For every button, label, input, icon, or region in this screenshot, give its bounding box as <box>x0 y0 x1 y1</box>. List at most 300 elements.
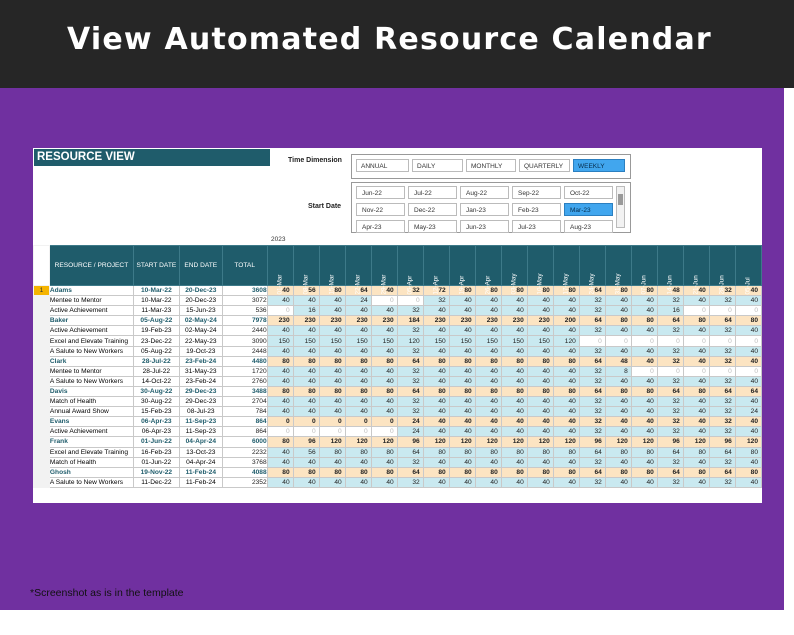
allocation-cell[interactable]: 0 <box>267 417 293 427</box>
allocation-cell[interactable]: 80 <box>449 356 475 366</box>
allocation-cell[interactable]: 64 <box>657 386 683 396</box>
allocation-cell[interactable]: 80 <box>267 467 293 477</box>
allocation-cell[interactable]: 80 <box>319 356 345 366</box>
allocation-cell[interactable]: 40 <box>683 346 709 356</box>
allocation-cell[interactable]: 80 <box>449 286 475 296</box>
allocation-cell[interactable]: 80 <box>553 447 579 457</box>
total-cell[interactable]: 7978 <box>222 316 267 326</box>
allocation-cell[interactable]: 32 <box>579 427 605 437</box>
allocation-cell[interactable]: 80 <box>371 356 397 366</box>
allocation-cell[interactable]: 40 <box>475 397 501 407</box>
allocation-cell[interactable]: 150 <box>423 336 449 346</box>
resource-name-cell[interactable]: Excel and Elevate Training <box>49 336 133 346</box>
allocation-cell[interactable]: 40 <box>267 447 293 457</box>
allocation-cell[interactable]: 80 <box>605 447 631 457</box>
allocation-cell[interactable]: 8 <box>605 366 631 376</box>
allocation-cell[interactable]: 40 <box>423 306 449 316</box>
month-option-feb-23[interactable]: Feb-23 <box>512 203 561 216</box>
allocation-cell[interactable]: 40 <box>553 346 579 356</box>
allocation-cell[interactable]: 80 <box>319 467 345 477</box>
allocation-cell[interactable]: 40 <box>475 417 501 427</box>
resource-name-cell[interactable]: Match of Health <box>49 397 133 407</box>
allocation-cell[interactable]: 40 <box>345 326 371 336</box>
allocation-cell[interactable]: 56 <box>293 447 319 457</box>
allocation-cell[interactable]: 80 <box>631 386 657 396</box>
allocation-cell[interactable]: 64 <box>709 316 735 326</box>
allocation-cell[interactable]: 230 <box>345 316 371 326</box>
allocation-cell[interactable]: 40 <box>267 296 293 306</box>
total-cell[interactable]: 864 <box>222 427 267 437</box>
total-cell[interactable]: 2448 <box>222 346 267 356</box>
time-dim-weekly[interactable]: WEEKLY <box>573 159 625 172</box>
month-option-aug-22[interactable]: Aug-22 <box>460 186 509 199</box>
allocation-cell[interactable]: 40 <box>319 296 345 306</box>
allocation-cell[interactable]: 40 <box>683 407 709 417</box>
allocation-cell[interactable]: 32 <box>709 286 735 296</box>
allocation-cell[interactable]: 120 <box>423 437 449 447</box>
allocation-cell[interactable]: 150 <box>345 336 371 346</box>
allocation-cell[interactable]: 40 <box>631 376 657 386</box>
allocation-cell[interactable]: 40 <box>267 397 293 407</box>
allocation-cell[interactable]: 32 <box>709 397 735 407</box>
allocation-cell[interactable]: 40 <box>605 296 631 306</box>
allocation-cell[interactable]: 32 <box>657 397 683 407</box>
allocation-cell[interactable]: 32 <box>579 457 605 467</box>
month-option-jul-23[interactable]: Jul-23 <box>512 220 561 233</box>
allocation-cell[interactable]: 80 <box>501 356 527 366</box>
allocation-cell[interactable]: 40 <box>475 296 501 306</box>
allocation-cell[interactable]: 40 <box>605 376 631 386</box>
allocation-cell[interactable]: 40 <box>475 346 501 356</box>
allocation-cell[interactable]: 64 <box>709 386 735 396</box>
allocation-cell[interactable]: 96 <box>657 437 683 447</box>
allocation-cell[interactable]: 80 <box>267 386 293 396</box>
allocation-cell[interactable]: 80 <box>345 386 371 396</box>
end-date-cell[interactable]: 11-Sep-23 <box>179 427 222 437</box>
allocation-cell[interactable]: 80 <box>371 467 397 477</box>
allocation-cell[interactable]: 32 <box>657 427 683 437</box>
allocation-cell[interactable]: 80 <box>475 447 501 457</box>
allocation-cell[interactable]: 32 <box>423 296 449 306</box>
resource-name-cell[interactable]: Mentee to Mentor <box>49 296 133 306</box>
allocation-cell[interactable]: 230 <box>501 316 527 326</box>
month-option-jan-23[interactable]: Jan-23 <box>460 203 509 216</box>
allocation-cell[interactable]: 40 <box>293 397 319 407</box>
allocation-cell[interactable]: 40 <box>631 397 657 407</box>
end-date-cell[interactable]: 15-Jun-23 <box>179 306 222 316</box>
allocation-cell[interactable]: 40 <box>735 477 761 487</box>
allocation-cell[interactable]: 40 <box>371 407 397 417</box>
allocation-cell[interactable]: 32 <box>657 326 683 336</box>
allocation-cell[interactable]: 40 <box>371 326 397 336</box>
allocation-cell[interactable]: 0 <box>371 427 397 437</box>
allocation-cell[interactable]: 80 <box>735 447 761 457</box>
allocation-cell[interactable]: 40 <box>735 457 761 467</box>
allocation-cell[interactable]: 40 <box>319 326 345 336</box>
allocation-cell[interactable]: 32 <box>657 457 683 467</box>
allocation-cell[interactable]: 96 <box>293 437 319 447</box>
allocation-cell[interactable]: 80 <box>631 286 657 296</box>
allocation-cell[interactable]: 0 <box>345 427 371 437</box>
allocation-cell[interactable]: 0 <box>371 417 397 427</box>
start-date-cell[interactable]: 01-Jun-22 <box>133 457 179 467</box>
allocation-cell[interactable]: 80 <box>293 356 319 366</box>
allocation-cell[interactable]: 40 <box>553 477 579 487</box>
allocation-cell[interactable]: 32 <box>657 356 683 366</box>
allocation-cell[interactable]: 32 <box>397 407 423 417</box>
end-date-cell[interactable]: 29-Dec-23 <box>179 397 222 407</box>
allocation-cell[interactable]: 40 <box>501 296 527 306</box>
total-cell[interactable]: 864 <box>222 417 267 427</box>
allocation-cell[interactable]: 0 <box>683 306 709 316</box>
allocation-cell[interactable]: 40 <box>605 427 631 437</box>
allocation-cell[interactable]: 40 <box>605 417 631 427</box>
start-date-cell[interactable]: 06-Apr-23 <box>133 427 179 437</box>
allocation-cell[interactable]: 40 <box>449 427 475 437</box>
allocation-cell[interactable]: 80 <box>553 467 579 477</box>
allocation-cell[interactable]: 80 <box>605 286 631 296</box>
allocation-cell[interactable]: 80 <box>605 467 631 477</box>
allocation-cell[interactable]: 80 <box>475 386 501 396</box>
allocation-cell[interactable]: 40 <box>475 477 501 487</box>
allocation-cell[interactable]: 32 <box>579 407 605 417</box>
allocation-cell[interactable]: 32 <box>657 346 683 356</box>
allocation-cell[interactable]: 32 <box>397 286 423 296</box>
allocation-cell[interactable]: 64 <box>397 467 423 477</box>
allocation-cell[interactable]: 40 <box>423 407 449 417</box>
allocation-cell[interactable]: 40 <box>319 376 345 386</box>
resource-name-cell[interactable]: A Salute to New Workers <box>49 376 133 386</box>
allocation-cell[interactable]: 0 <box>293 427 319 437</box>
allocation-cell[interactable]: 40 <box>423 366 449 376</box>
month-option-jun-22[interactable]: Jun-22 <box>356 186 405 199</box>
month-option-dec-22[interactable]: Dec-22 <box>408 203 457 216</box>
allocation-cell[interactable]: 40 <box>267 457 293 467</box>
allocation-cell[interactable]: 0 <box>631 336 657 346</box>
allocation-cell[interactable]: 40 <box>605 477 631 487</box>
allocation-cell[interactable]: 64 <box>735 386 761 396</box>
allocation-cell[interactable]: 32 <box>709 356 735 366</box>
allocation-cell[interactable]: 40 <box>605 457 631 467</box>
allocation-cell[interactable]: 40 <box>527 296 553 306</box>
allocation-cell[interactable]: 40 <box>631 296 657 306</box>
end-date-cell[interactable]: 08-Jul-23 <box>179 407 222 417</box>
allocation-cell[interactable]: 80 <box>319 386 345 396</box>
allocation-cell[interactable]: 80 <box>527 286 553 296</box>
allocation-cell[interactable]: 80 <box>631 316 657 326</box>
allocation-cell[interactable]: 80 <box>553 286 579 296</box>
allocation-cell[interactable]: 32 <box>709 296 735 306</box>
end-date-cell[interactable]: 23-Feb-24 <box>179 376 222 386</box>
allocation-cell[interactable]: 80 <box>293 386 319 396</box>
allocation-cell[interactable]: 230 <box>267 316 293 326</box>
allocation-cell[interactable]: 40 <box>449 326 475 336</box>
start-date-cell[interactable]: 28-Jul-22 <box>133 366 179 376</box>
allocation-cell[interactable]: 64 <box>709 467 735 477</box>
allocation-cell[interactable]: 40 <box>501 417 527 427</box>
allocation-cell[interactable]: 32 <box>709 326 735 336</box>
allocation-cell[interactable]: 40 <box>449 296 475 306</box>
total-cell[interactable]: 2232 <box>222 447 267 457</box>
allocation-cell[interactable]: 0 <box>293 417 319 427</box>
allocation-cell[interactable]: 32 <box>579 296 605 306</box>
allocation-cell[interactable]: 40 <box>449 306 475 316</box>
allocation-cell[interactable]: 40 <box>605 346 631 356</box>
start-date-cell[interactable]: 05-Aug-22 <box>133 316 179 326</box>
allocation-cell[interactable]: 0 <box>605 336 631 346</box>
allocation-cell[interactable]: 24 <box>397 417 423 427</box>
allocation-cell[interactable]: 40 <box>423 427 449 437</box>
start-date-cell[interactable]: 23-Dec-22 <box>133 336 179 346</box>
start-date-cell[interactable]: 16-Feb-23 <box>133 447 179 457</box>
allocation-cell[interactable]: 16 <box>293 306 319 316</box>
allocation-cell[interactable]: 48 <box>657 286 683 296</box>
allocation-cell[interactable]: 24 <box>735 407 761 417</box>
allocation-cell[interactable]: 40 <box>553 417 579 427</box>
allocation-cell[interactable]: 120 <box>449 437 475 447</box>
start-date-cell[interactable]: 14-Oct-22 <box>133 376 179 386</box>
allocation-cell[interactable]: 32 <box>579 477 605 487</box>
allocation-cell[interactable]: 40 <box>527 407 553 417</box>
allocation-cell[interactable]: 40 <box>449 417 475 427</box>
allocation-cell[interactable]: 80 <box>449 467 475 477</box>
allocation-cell[interactable]: 230 <box>371 316 397 326</box>
allocation-cell[interactable]: 40 <box>501 366 527 376</box>
allocation-cell[interactable]: 40 <box>449 376 475 386</box>
allocation-cell[interactable]: 80 <box>475 467 501 477</box>
allocation-cell[interactable]: 120 <box>501 437 527 447</box>
allocation-cell[interactable]: 150 <box>319 336 345 346</box>
start-date-cell[interactable]: 19-Feb-23 <box>133 326 179 336</box>
allocation-cell[interactable]: 40 <box>293 376 319 386</box>
allocation-cell[interactable]: 32 <box>579 376 605 386</box>
allocation-cell[interactable]: 80 <box>267 356 293 366</box>
allocation-cell[interactable]: 120 <box>735 437 761 447</box>
allocation-cell[interactable]: 32 <box>709 417 735 427</box>
allocation-cell[interactable]: 40 <box>423 477 449 487</box>
allocation-cell[interactable]: 40 <box>553 397 579 407</box>
allocation-cell[interactable]: 40 <box>293 366 319 376</box>
allocation-cell[interactable]: 80 <box>553 356 579 366</box>
allocation-cell[interactable]: 40 <box>631 427 657 437</box>
resource-name-cell[interactable]: Mentee to Mentor <box>49 366 133 376</box>
allocation-cell[interactable]: 80 <box>631 447 657 457</box>
end-date-cell[interactable]: 11-Feb-24 <box>179 467 222 477</box>
allocation-cell[interactable]: 230 <box>449 316 475 326</box>
allocation-cell[interactable]: 32 <box>657 417 683 427</box>
time-dim-quarterly[interactable]: QUARTERLY <box>519 159 570 172</box>
allocation-cell[interactable]: 40 <box>345 366 371 376</box>
allocation-cell[interactable]: 80 <box>735 316 761 326</box>
allocation-cell[interactable]: 40 <box>449 477 475 487</box>
end-date-cell[interactable]: 11-Sep-23 <box>179 417 222 427</box>
total-cell[interactable]: 1720 <box>222 366 267 376</box>
allocation-cell[interactable]: 40 <box>345 306 371 316</box>
allocation-cell[interactable]: 72 <box>423 286 449 296</box>
allocation-cell[interactable]: 64 <box>579 286 605 296</box>
allocation-cell[interactable]: 40 <box>527 376 553 386</box>
allocation-cell[interactable]: 120 <box>605 437 631 447</box>
allocation-cell[interactable]: 40 <box>345 397 371 407</box>
start-date-cell[interactable]: 19-Nov-22 <box>133 467 179 477</box>
start-date-cell[interactable]: 01-Jun-22 <box>133 437 179 447</box>
allocation-cell[interactable]: 64 <box>657 316 683 326</box>
allocation-cell[interactable]: 40 <box>631 407 657 417</box>
allocation-cell[interactable]: 32 <box>709 346 735 356</box>
allocation-cell[interactable]: 40 <box>631 356 657 366</box>
allocation-cell[interactable]: 32 <box>397 397 423 407</box>
allocation-cell[interactable]: 40 <box>293 346 319 356</box>
allocation-cell[interactable]: 32 <box>397 477 423 487</box>
resource-name-cell[interactable]: A Salute to New Workers <box>49 477 133 487</box>
allocation-cell[interactable]: 40 <box>475 326 501 336</box>
start-date-cell[interactable]: 30-Aug-22 <box>133 397 179 407</box>
allocation-cell[interactable]: 32 <box>397 376 423 386</box>
allocation-cell[interactable]: 80 <box>683 467 709 477</box>
total-cell[interactable]: 3072 <box>222 296 267 306</box>
allocation-cell[interactable]: 40 <box>293 407 319 417</box>
allocation-cell[interactable]: 0 <box>657 366 683 376</box>
allocation-cell[interactable]: 40 <box>371 366 397 376</box>
total-cell[interactable]: 784 <box>222 407 267 417</box>
allocation-cell[interactable]: 80 <box>423 386 449 396</box>
resource-name-cell[interactable]: Baker <box>49 316 133 326</box>
month-list-scrollbar[interactable] <box>616 186 625 228</box>
allocation-cell[interactable]: 40 <box>319 366 345 376</box>
time-dim-monthly[interactable]: MONTHLY <box>466 159 516 172</box>
allocation-cell[interactable]: 40 <box>449 397 475 407</box>
allocation-cell[interactable]: 80 <box>319 286 345 296</box>
month-option-oct-22[interactable]: Oct-22 <box>564 186 613 199</box>
start-date-cell[interactable]: 15-Feb-23 <box>133 407 179 417</box>
allocation-cell[interactable]: 0 <box>631 366 657 376</box>
allocation-cell[interactable]: 32 <box>709 407 735 417</box>
total-cell[interactable]: 2440 <box>222 326 267 336</box>
allocation-cell[interactable]: 40 <box>423 397 449 407</box>
resource-name-cell[interactable]: A Salute to New Workers <box>49 346 133 356</box>
total-cell[interactable]: 2704 <box>222 397 267 407</box>
allocation-cell[interactable]: 40 <box>501 326 527 336</box>
allocation-cell[interactable]: 80 <box>553 386 579 396</box>
allocation-cell[interactable]: 40 <box>371 306 397 316</box>
allocation-cell[interactable]: 64 <box>657 447 683 457</box>
month-option-mar-23[interactable]: Mar-23 <box>564 203 613 216</box>
allocation-cell[interactable]: 0 <box>371 296 397 306</box>
allocation-cell[interactable]: 80 <box>501 386 527 396</box>
month-option-aug-23[interactable]: Aug-23 <box>564 220 613 233</box>
allocation-cell[interactable]: 32 <box>579 326 605 336</box>
allocation-cell[interactable]: 40 <box>319 397 345 407</box>
allocation-cell[interactable]: 64 <box>397 356 423 366</box>
start-date-cell[interactable]: 11-Dec-22 <box>133 477 179 487</box>
allocation-cell[interactable]: 40 <box>267 286 293 296</box>
allocation-cell[interactable]: 32 <box>709 376 735 386</box>
allocation-cell[interactable]: 0 <box>657 336 683 346</box>
allocation-cell[interactable]: 150 <box>293 336 319 346</box>
allocation-cell[interactable]: 40 <box>605 407 631 417</box>
allocation-cell[interactable]: 64 <box>397 447 423 457</box>
total-cell[interactable]: 3768 <box>222 457 267 467</box>
allocation-cell[interactable]: 40 <box>631 326 657 336</box>
allocation-cell[interactable]: 0 <box>683 336 709 346</box>
allocation-cell[interactable]: 40 <box>371 286 397 296</box>
allocation-cell[interactable]: 150 <box>501 336 527 346</box>
allocation-cell[interactable]: 40 <box>423 417 449 427</box>
allocation-cell[interactable]: 40 <box>735 376 761 386</box>
allocation-cell[interactable]: 40 <box>527 326 553 336</box>
allocation-cell[interactable]: 40 <box>345 346 371 356</box>
allocation-cell[interactable]: 40 <box>683 457 709 467</box>
allocation-cell[interactable]: 80 <box>683 386 709 396</box>
allocation-cell[interactable]: 40 <box>501 477 527 487</box>
allocation-cell[interactable]: 80 <box>423 467 449 477</box>
allocation-cell[interactable]: 40 <box>475 457 501 467</box>
resource-name-cell[interactable]: Clark <box>49 356 133 366</box>
allocation-cell[interactable]: 40 <box>449 407 475 417</box>
allocation-cell[interactable]: 40 <box>553 427 579 437</box>
allocation-cell[interactable]: 56 <box>293 286 319 296</box>
allocation-cell[interactable]: 96 <box>579 437 605 447</box>
allocation-cell[interactable]: 0 <box>319 417 345 427</box>
allocation-cell[interactable]: 32 <box>709 427 735 437</box>
allocation-cell[interactable]: 80 <box>319 447 345 457</box>
allocation-cell[interactable]: 80 <box>345 447 371 457</box>
allocation-cell[interactable]: 150 <box>449 336 475 346</box>
allocation-cell[interactable]: 230 <box>475 316 501 326</box>
allocation-cell[interactable]: 80 <box>345 356 371 366</box>
allocation-cell[interactable]: 40 <box>683 477 709 487</box>
time-dim-daily[interactable]: DAILY <box>412 159 463 172</box>
allocation-cell[interactable]: 64 <box>709 447 735 457</box>
allocation-cell[interactable]: 120 <box>371 437 397 447</box>
allocation-cell[interactable]: 230 <box>293 316 319 326</box>
allocation-cell[interactable]: 96 <box>397 437 423 447</box>
resource-name-cell[interactable]: Annual Award Show <box>49 407 133 417</box>
allocation-cell[interactable]: 40 <box>267 346 293 356</box>
start-date-cell[interactable]: 06-Apr-23 <box>133 417 179 427</box>
total-cell[interactable]: 6000 <box>222 437 267 447</box>
allocation-cell[interactable]: 230 <box>319 316 345 326</box>
allocation-cell[interactable]: 32 <box>657 296 683 306</box>
allocation-cell[interactable]: 40 <box>267 407 293 417</box>
allocation-cell[interactable]: 64 <box>579 467 605 477</box>
allocation-cell[interactable]: 40 <box>345 407 371 417</box>
allocation-cell[interactable]: 40 <box>267 376 293 386</box>
allocation-cell[interactable]: 40 <box>371 346 397 356</box>
allocation-cell[interactable]: 80 <box>527 447 553 457</box>
allocation-cell[interactable]: 32 <box>709 477 735 487</box>
end-date-cell[interactable]: 19-Oct-23 <box>179 346 222 356</box>
allocation-cell[interactable]: 40 <box>449 346 475 356</box>
allocation-cell[interactable]: 40 <box>345 457 371 467</box>
allocation-cell[interactable]: 120 <box>345 437 371 447</box>
allocation-cell[interactable]: 80 <box>449 386 475 396</box>
resource-name-cell[interactable]: Davis <box>49 386 133 396</box>
allocation-cell[interactable]: 80 <box>631 467 657 477</box>
allocation-cell[interactable]: 40 <box>475 306 501 316</box>
allocation-cell[interactable]: 40 <box>631 417 657 427</box>
allocation-cell[interactable]: 40 <box>631 346 657 356</box>
resource-name-cell[interactable]: Active Achievement <box>49 326 133 336</box>
start-date-cell[interactable]: 10-Mar-22 <box>133 296 179 306</box>
allocation-cell[interactable]: 0 <box>267 306 293 316</box>
total-cell[interactable]: 4088 <box>222 467 267 477</box>
resource-name-cell[interactable]: Adams <box>49 286 133 296</box>
allocation-cell[interactable]: 40 <box>683 397 709 407</box>
allocation-cell[interactable]: 40 <box>475 407 501 417</box>
allocation-cell[interactable]: 0 <box>683 366 709 376</box>
allocation-cell[interactable]: 184 <box>397 316 423 326</box>
